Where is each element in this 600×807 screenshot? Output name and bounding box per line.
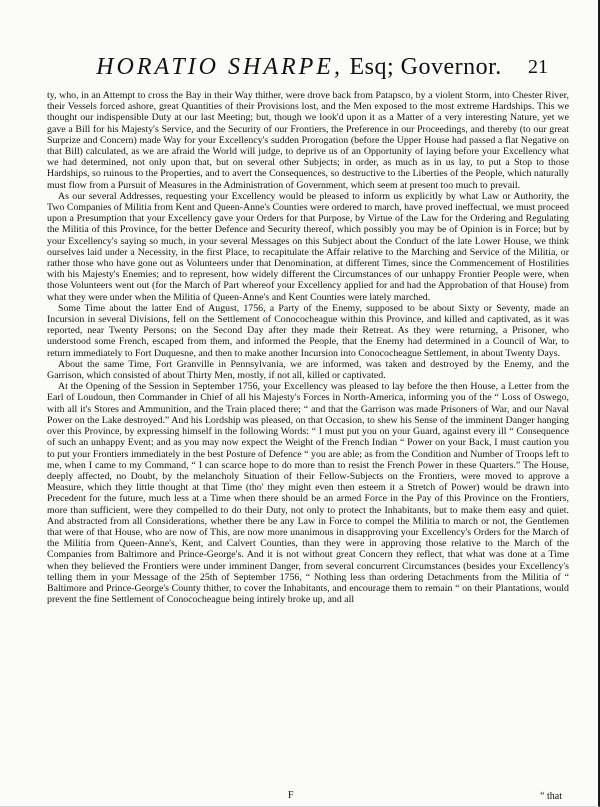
paragraph: About the same Time, Fort Granville in Pennsylvania, we are informed, was taken and destroyed by the Enemy, and the Garrison, which consisted of about Thirty Men, mostly, if not all, killed or captivated.	[47, 358, 569, 382]
paragraph: Some Time about the latter End of August, 1756, a Party of the Enemy, supposed to be about Sixty or Seventy, made an Incursion in several Divisions, fell on the Settlement of Conococheague within this Province, and killed and captivated, as it was reported, near Twenty Persons; on the Second Day after they made their Retreat. As they were returning, a Prisoner, who understood some French, escaped from them, and informed the People, that the Enemy had determined in a Council of War, to return immediately to Fort Duquesne, and then to make another Incursion into Conococheague Settlement, in about Twenty Days.	[47, 302, 569, 359]
signature-mark: F	[288, 790, 294, 801]
running-head	[50, 54, 548, 81]
paragraph: At the Opening of the Session in September 1756, your Excellency was pleased to lay before the then House, a Letter from the Earl of Loudoun, then Commander in Chief of all his Majesty's Forces in North-America, informing you of the “ Loss of Oswego, with all it's Stores and Ammunition, and the Train placed there; “ and that the Garrison was made Prisoners of War, and our Naval Power on the Lake destroyed.” And his Lordship was pleased, on that Occasion, to shew his Sense of the imminent Danger hanging over this Province, by expressing himself in the following Words: “ I must put you on your Guard, against every ill “ Consequence of such an unhappy Event; and as you may now expect the Weight of the French Indian “ Power on your Back, I must caution you to put your Frontiers immediately in the best Posture of Defence “ you are able; as from the Condition and Number of Troops left to me, when I came to my Command, “ I can scarce hope to do more than to resist the French Power in these Quarters.” The House, deeply affected, no Doubt, by the melancholy Situation of their Fellow-Subjects on the Frontiers, were moved to approve a Measure, which they little thought at that Time (tho' they might even then esteem it a Stretch of Power) would be drawn into Precedent for the future, much less at a Time when there should be an armed Force in the Pay of this Province on the Frontiers, more than sufficient, were they compelled to do their Duty, not only to protect the Inhabitants, but to make them easy and quiet. And abstracted from all Considerations, whether there be any Law in Force to compel the Militia to march or not, the Gentlemen that were of that House, who are now of This, are now more unanimous in disapproving your Excellency's Orders for the March of the Militia from Queen-Anne's, Kent, and Calvert Counties, than they were in approving those relative to the March of the Companies from Baltimore and Prince-George's. And it is not without great Concern they reflect, that what was done at a Time when they believed the Frontiers were under imminent Danger, from several concurrent Circumstances (besides your Excellency's telling them in your Message of the 25th of September 1756, “ Nothing less than ordering Detachments from the Militia of “ Baltimore and Prince-George's County thither, to cover the Inhabitants, and encourage them to remain “ on their Plantations, would prevent the fine Settlement of Conococheague being intirely broke up, and all	[47, 381, 569, 606]
running-head-title: Esq; Governor.	[342, 54, 502, 80]
page-number: 21	[528, 56, 548, 78]
catchword: “ that	[540, 791, 562, 802]
page-header	[50, 54, 548, 86]
paragraph: ty, who, in an Attempt to cross the Bay in their Way thither, were drove back from Patapsco, by a violent Storm, into Chester River, their Vessels forced ashore, great Quantities of their Provisions lost, and the Men exposed to the most extreme Hardships. This we thought our indispensible Duty at our last Meeting; but, though we look'd upon it as a Matter of a very interesting Nature, yet we gave a Bill for his Majesty's Service, and the Security of our Frontiers, the Preference in our Proceedings, and thereby (to our great Surprize and Concern) made Way for your Excellency's sudden Prorogation (before the Upper House had passed a flat Negative on that Bill) calculated, as we are afraid the World will judge, to deprive us of an Opportunity of laying before your Excellency what we had determined, not only upon that, but on several other Subjects; in order, as much as in us lay, to put a Stop to those Hardships, so ruinous to the Properties, and to avert the Consequences, so destructive to the Liberties of the People, which naturally must flow from a Pursuit of Measures in the Administration of Government, which seem at present too much to prevail.	[47, 90, 569, 191]
running-head-name: HORATIO SHARPE,	[96, 54, 343, 80]
paragraph: As our several Addresses, requesting your Excellency would be pleased to inform us explicitly by what Law or Authority, the Two Companies of Militia from Kent and Queen-Anne's Counties were ordered to march, have proved ineffectual, we must proceed upon a Presumption that your Excellency gave your Orders for that Purpose, by Virtue of the Law for the Ordering and Regulating the Militia of this Province, for the better Defence and Security thereof, which possibly you may be of Opinion is in Force; but by your Excellency's saying so much, in your several Messages on this Subject about the Conduct of the late Lower House, we think ourselves laid under a Necessity, in the first Place, to recapitulate the Affair relative to the Marching and Service of the Militia, or rather those who have gone out as Volunteers under that Denomination, at different Times, since the Commencement of Hostilities with his Majesty's Enemies; and to represent, how widely different the Circumstances of our unhappy Frontier People were, when those Volunteers went out (for the March of Part whereof your Excellency applied for and had the Approbation of that House) from what they were under when the Militia of Queen-Anne's and Kent Counties were lately marched.	[47, 190, 569, 303]
body-text	[47, 90, 569, 605]
